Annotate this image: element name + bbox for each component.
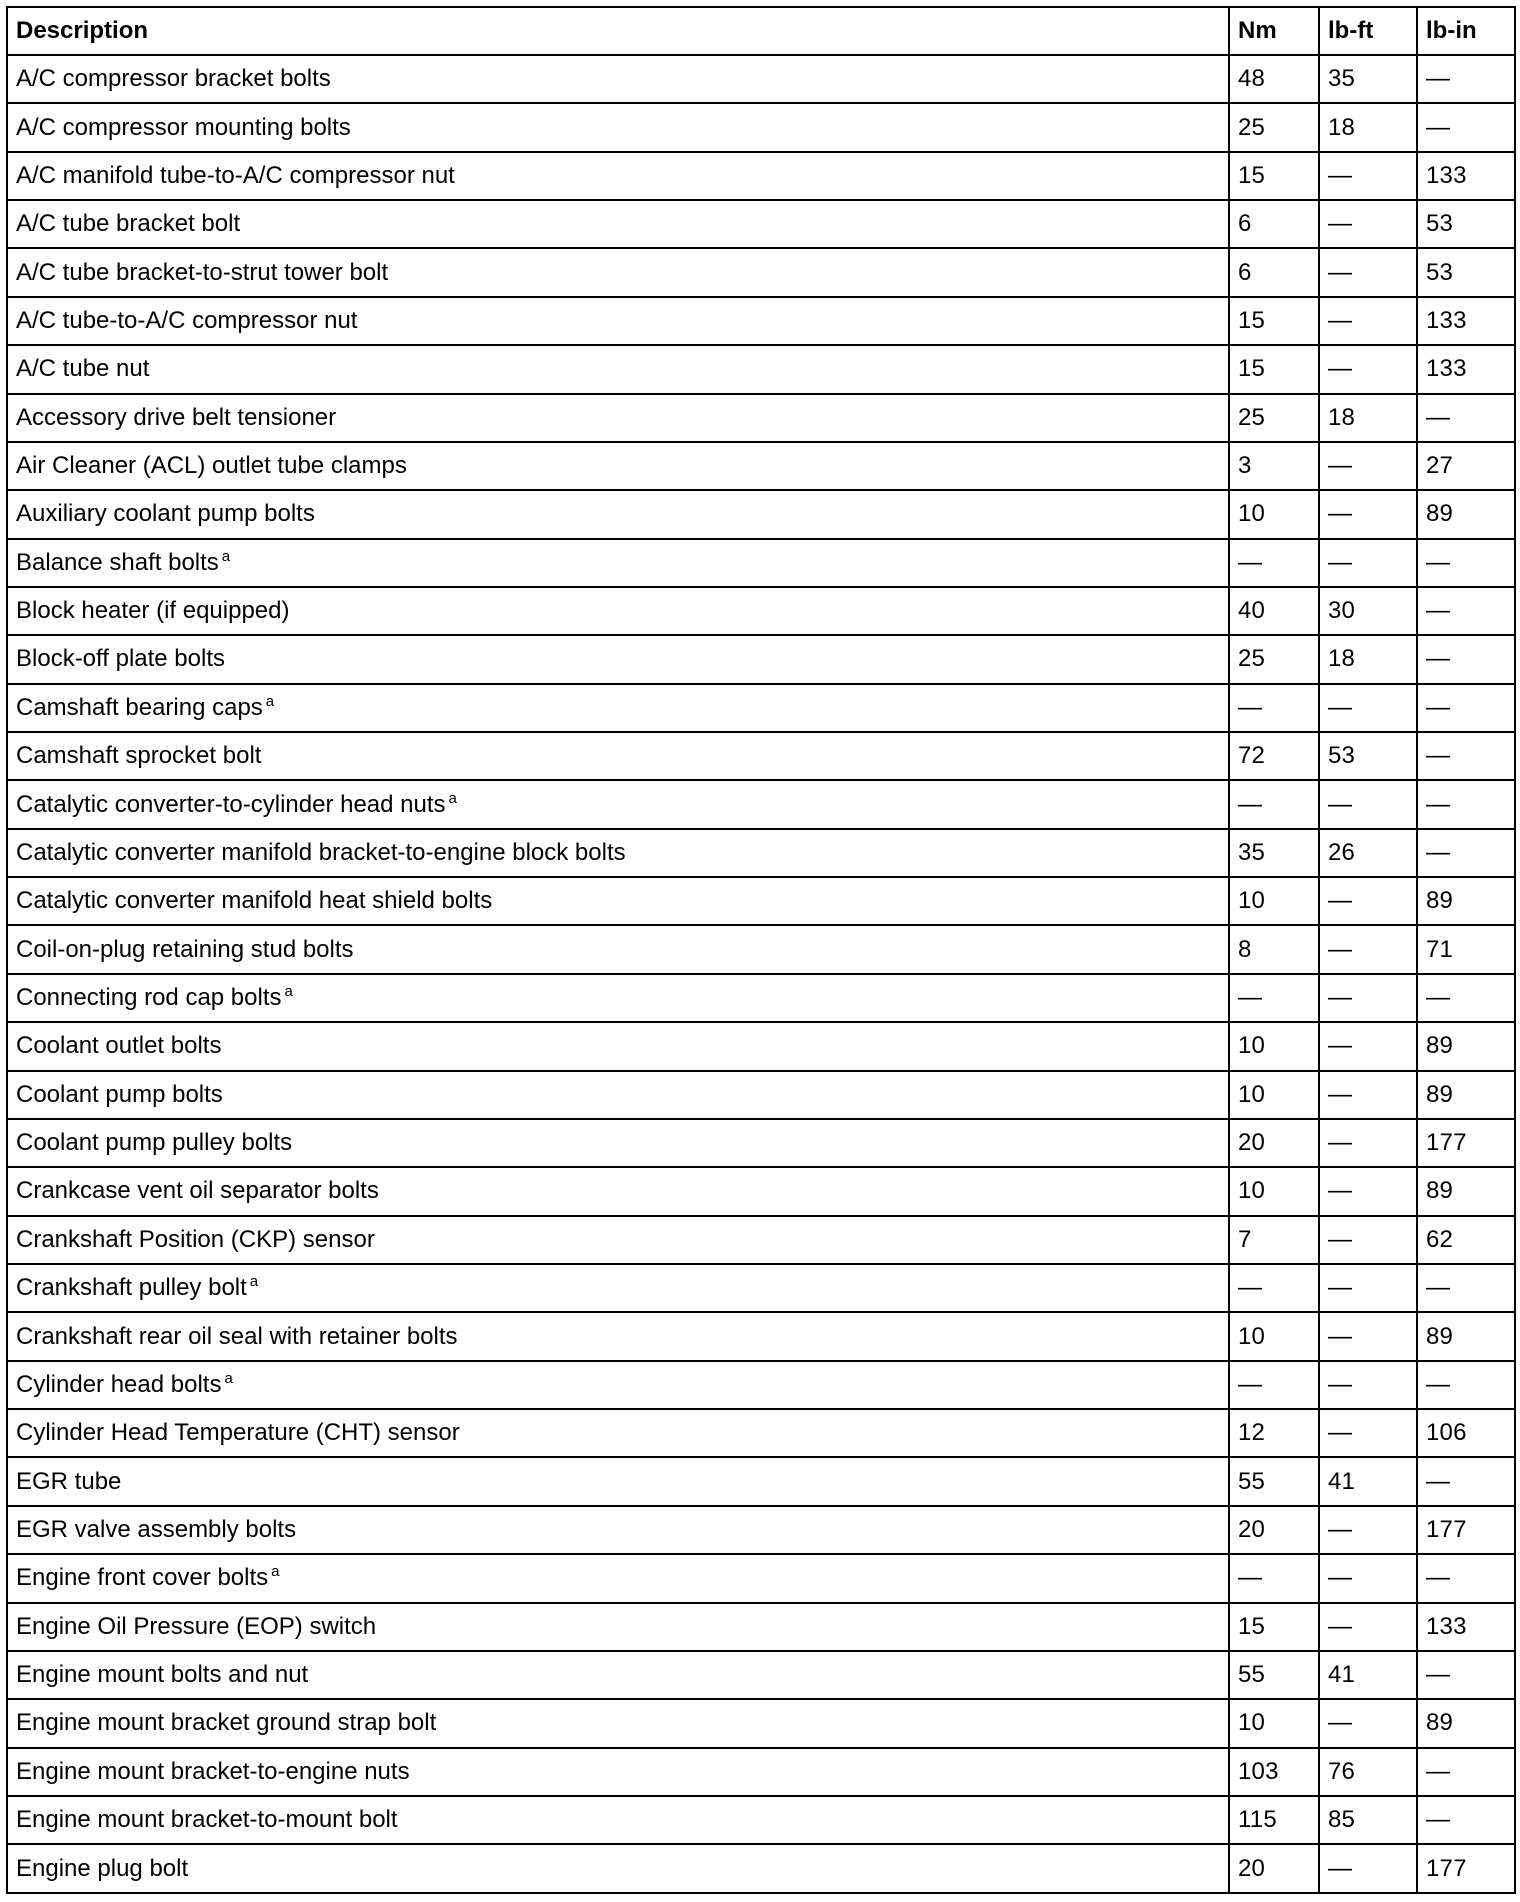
cell-description [7, 1022, 1229, 1070]
description-text: Balance shaft bolts [16, 548, 219, 576]
cell-lbft: — [1319, 1071, 1417, 1119]
footnote-marker: a [271, 1563, 280, 1581]
description-text: Crankshaft rear oil seal with retainer bolts [16, 1322, 458, 1350]
description-text: Connecting rod cap bolts [16, 984, 282, 1011]
cell-lbft: — [1319, 1361, 1417, 1409]
table-row [7, 1119, 1515, 1167]
cell-lbft: — [1319, 1699, 1417, 1747]
cell-lbft: — [1319, 539, 1417, 587]
table-row [7, 55, 1515, 103]
cell-description [7, 587, 1229, 635]
cell-lbft: 41 [1319, 1457, 1417, 1505]
cell-nm: 40 [1229, 587, 1319, 635]
cell-description [7, 1699, 1229, 1747]
cell-lbft: — [1319, 877, 1417, 925]
description-text: Cylinder head bolts [16, 1370, 222, 1398]
cell-description [7, 1457, 1229, 1505]
description-text: EGR tube [16, 1467, 122, 1495]
cell-description [7, 684, 1229, 732]
description-text: Catalytic converter manifold bracket-to-engine block bolts [16, 838, 626, 866]
cell-lbin: — [1417, 1264, 1515, 1312]
cell-lbft: — [1319, 1844, 1417, 1893]
table-row [7, 1264, 1515, 1312]
cell-lbin: — [1417, 587, 1515, 635]
cell-description [7, 1312, 1229, 1360]
description-text: Engine plug bolt [16, 1854, 189, 1882]
cell-lbin: 106 [1417, 1409, 1515, 1457]
table-row [7, 442, 1515, 490]
cell-lbin: — [1417, 1651, 1515, 1699]
description-text: Block-off plate bolts [16, 645, 226, 673]
cell-description [7, 974, 1229, 1022]
cell-lbft: — [1319, 1167, 1417, 1215]
cell-description [7, 1748, 1229, 1796]
cell-lbin: — [1417, 103, 1515, 151]
cell-lbft: — [1319, 200, 1417, 248]
table-row [7, 490, 1515, 538]
cell-lbin: 177 [1417, 1506, 1515, 1554]
description-text: A/C tube bracket bolt [16, 210, 241, 238]
cell-lbin: — [1417, 684, 1515, 732]
cell-lbft: — [1319, 1119, 1417, 1167]
cell-nm: — [1229, 684, 1319, 732]
header-row [7, 7, 1515, 55]
cell-nm: 48 [1229, 55, 1319, 103]
footnote-marker: a [284, 983, 293, 1000]
cell-lbin: 177 [1417, 1844, 1515, 1893]
cell-lbft: — [1319, 490, 1417, 538]
cell-lbin: — [1417, 974, 1515, 1022]
cell-lbin: 89 [1417, 1071, 1515, 1119]
cell-description [7, 1264, 1229, 1312]
cell-lbft: 30 [1319, 587, 1417, 635]
cell-nm: 7 [1229, 1216, 1319, 1264]
table-row [7, 780, 1515, 828]
cell-nm: 6 [1229, 200, 1319, 248]
description-text: A/C tube-to-A/C compressor nut [16, 306, 358, 334]
cell-lbin: 133 [1417, 152, 1515, 200]
header-description: Description [7, 7, 1229, 55]
cell-nm: 6 [1229, 248, 1319, 296]
table-row [7, 1361, 1515, 1409]
cell-lbin: 133 [1417, 1603, 1515, 1651]
description-text: A/C compressor bracket bolts [16, 65, 331, 93]
table-row [7, 829, 1515, 877]
cell-nm: 103 [1229, 1748, 1319, 1796]
cell-lbft: — [1319, 1603, 1417, 1651]
cell-description [7, 55, 1229, 103]
description-text: Crankshaft Position (CKP) sensor [16, 1225, 375, 1253]
cell-lbin: — [1417, 1361, 1515, 1409]
cell-lbft: — [1319, 345, 1417, 393]
cell-nm: — [1229, 1554, 1319, 1602]
cell-lbin: — [1417, 394, 1515, 442]
description-text: Coolant outlet bolts [16, 1032, 222, 1060]
description-text: Cylinder Head Temperature (CHT) sensor [16, 1419, 460, 1447]
table-row [7, 1651, 1515, 1699]
cell-nm: — [1229, 1361, 1319, 1409]
cell-nm: 3 [1229, 442, 1319, 490]
description-text: Auxiliary coolant pump bolts [16, 500, 315, 528]
cell-nm: 8 [1229, 925, 1319, 973]
cell-description [7, 1603, 1229, 1651]
cell-lbin: 27 [1417, 442, 1515, 490]
cell-nm: 15 [1229, 297, 1319, 345]
table-body [7, 55, 1515, 1893]
cell-lbin: — [1417, 1796, 1515, 1844]
cell-lbin: 133 [1417, 345, 1515, 393]
description-text: Engine mount bolts and nut [16, 1661, 309, 1689]
table-row [7, 1409, 1515, 1457]
cell-lbin: 71 [1417, 925, 1515, 973]
cell-description [7, 248, 1229, 296]
footnote-marker: a [448, 789, 457, 807]
description-text: A/C tube bracket-to-strut tower bolt [16, 258, 389, 286]
description-text: A/C manifold tube-to-A/C compressor nut [16, 161, 455, 189]
cell-lbft: — [1319, 297, 1417, 345]
table-row [7, 925, 1515, 973]
cell-lbin: 89 [1417, 1022, 1515, 1070]
cell-lbin: — [1417, 1457, 1515, 1505]
cell-nm: 25 [1229, 394, 1319, 442]
cell-nm: 55 [1229, 1457, 1319, 1505]
table-row [7, 1506, 1515, 1554]
table-row [7, 1748, 1515, 1796]
table-row [7, 1554, 1515, 1602]
cell-lbin: 53 [1417, 248, 1515, 296]
description-text: Coil-on-plug retaining stud bolts [16, 935, 354, 963]
footnote-marker: a [221, 547, 231, 565]
table-row [7, 684, 1515, 732]
description-text: Camshaft bearing caps [16, 693, 263, 721]
cell-description [7, 394, 1229, 442]
description-text: Engine mount bracket-to-engine nuts [16, 1757, 410, 1785]
cell-nm: 15 [1229, 345, 1319, 393]
table-row [7, 974, 1515, 1022]
table-row [7, 1167, 1515, 1215]
cell-nm: 15 [1229, 152, 1319, 200]
cell-nm: 10 [1229, 877, 1319, 925]
table-row [7, 1699, 1515, 1747]
cell-description [7, 1554, 1229, 1602]
cell-description [7, 1409, 1229, 1457]
cell-lbin: 62 [1417, 1216, 1515, 1264]
description-text: Air Cleaner (ACL) outlet tube clamps [16, 452, 407, 480]
cell-description [7, 1071, 1229, 1119]
cell-nm: 25 [1229, 635, 1319, 683]
cell-lbin: 89 [1417, 877, 1515, 925]
cell-description [7, 1796, 1229, 1844]
cell-lbin: — [1417, 829, 1515, 877]
cell-lbft: — [1319, 1312, 1417, 1360]
cell-lbft: 18 [1319, 103, 1417, 151]
cell-lbft: — [1319, 1554, 1417, 1602]
cell-lbft: — [1319, 684, 1417, 732]
description-text: Accessory drive belt tensioner [16, 403, 337, 431]
cell-description [7, 1119, 1229, 1167]
cell-lbft: — [1319, 1409, 1417, 1457]
cell-lbin: 53 [1417, 200, 1515, 248]
cell-lbft: — [1319, 1022, 1417, 1070]
cell-lbin: 177 [1417, 1119, 1515, 1167]
cell-description [7, 829, 1229, 877]
cell-lbft: — [1319, 152, 1417, 200]
table-row [7, 297, 1515, 345]
cell-nm: 20 [1229, 1119, 1319, 1167]
description-text: Block heater (if equipped) [16, 597, 290, 625]
table-row [7, 732, 1515, 780]
cell-nm: 20 [1229, 1506, 1319, 1554]
cell-nm: — [1229, 974, 1319, 1022]
table-row [7, 1022, 1515, 1070]
cell-description [7, 1844, 1229, 1893]
table-row [7, 345, 1515, 393]
cell-description [7, 732, 1229, 780]
cell-lbin: — [1417, 55, 1515, 103]
cell-lbin: 89 [1417, 490, 1515, 538]
cell-description [7, 877, 1229, 925]
header-lbft: lb-ft [1319, 7, 1417, 55]
table-row [7, 539, 1515, 587]
cell-nm: 10 [1229, 1071, 1319, 1119]
table-row [7, 1071, 1515, 1119]
cell-lbft: 35 [1319, 55, 1417, 103]
cell-description [7, 200, 1229, 248]
table-row [7, 152, 1515, 200]
description-text: Camshaft sprocket bolt [16, 742, 262, 770]
cell-description [7, 1506, 1229, 1554]
cell-lbin: — [1417, 780, 1515, 828]
cell-lbin: 133 [1417, 297, 1515, 345]
cell-lbin: 89 [1417, 1699, 1515, 1747]
cell-lbft: 26 [1319, 829, 1417, 877]
description-text: A/C compressor mounting bolts [16, 113, 351, 141]
footnote-marker: a [265, 692, 275, 710]
cell-nm: 35 [1229, 829, 1319, 877]
description-text: EGR valve assembly bolts [16, 1515, 297, 1543]
description-text: Engine mount bracket ground strap bolt [16, 1709, 437, 1737]
cell-description [7, 1361, 1229, 1409]
cell-description [7, 297, 1229, 345]
description-text: A/C tube nut [16, 355, 150, 383]
torque-spec-table [6, 6, 1516, 1894]
cell-lbin: — [1417, 1748, 1515, 1796]
cell-lbft: — [1319, 1506, 1417, 1554]
cell-description [7, 442, 1229, 490]
cell-lbin: — [1417, 732, 1515, 780]
cell-description [7, 1216, 1229, 1264]
table-row [7, 103, 1515, 151]
description-text: Crankcase vent oil separator bolts [16, 1177, 379, 1205]
cell-nm: 25 [1229, 103, 1319, 151]
cell-nm: — [1229, 539, 1319, 587]
cell-lbft: — [1319, 1216, 1417, 1264]
cell-description [7, 103, 1229, 151]
cell-nm: 115 [1229, 1796, 1319, 1844]
cell-description [7, 635, 1229, 683]
cell-nm: 55 [1229, 1651, 1319, 1699]
table-row [7, 587, 1515, 635]
cell-lbft: — [1319, 925, 1417, 973]
cell-description [7, 1167, 1229, 1215]
cell-lbft: 41 [1319, 1651, 1417, 1699]
cell-lbft: — [1319, 780, 1417, 828]
table-row [7, 1457, 1515, 1505]
cell-description [7, 345, 1229, 393]
cell-lbin: — [1417, 635, 1515, 683]
table-row [7, 1796, 1515, 1844]
cell-nm: 10 [1229, 1167, 1319, 1215]
table-row [7, 200, 1515, 248]
cell-nm: 15 [1229, 1603, 1319, 1651]
description-text: Catalytic converter manifold heat shield bolts [16, 887, 493, 915]
cell-lbin: 89 [1417, 1167, 1515, 1215]
footnote-marker: a [224, 1369, 233, 1387]
cell-nm: 72 [1229, 732, 1319, 780]
cell-lbft: — [1319, 974, 1417, 1022]
cell-lbft: 18 [1319, 635, 1417, 683]
table-row [7, 1216, 1515, 1264]
footnote-marker: a [249, 1273, 259, 1291]
cell-lbft: — [1319, 442, 1417, 490]
description-text: Coolant pump pulley bolts [16, 1129, 293, 1157]
cell-nm: 20 [1229, 1844, 1319, 1893]
cell-description [7, 780, 1229, 828]
description-text: Engine Oil Pressure (EOP) switch [16, 1612, 377, 1640]
table-row [7, 1603, 1515, 1651]
cell-nm: 12 [1229, 1409, 1319, 1457]
table-row [7, 877, 1515, 925]
cell-description [7, 1651, 1229, 1699]
cell-description [7, 539, 1229, 587]
description-text: Coolant pump bolts [16, 1080, 223, 1108]
header-nm: Nm [1229, 7, 1319, 55]
description-text: Crankshaft pulley bolt [16, 1274, 247, 1302]
cell-nm: 10 [1229, 490, 1319, 538]
cell-lbft: 18 [1319, 394, 1417, 442]
table-row [7, 635, 1515, 683]
cell-lbin: — [1417, 1554, 1515, 1602]
description-text: Catalytic converter-to-cylinder head nuts [16, 790, 446, 818]
cell-lbin: — [1417, 539, 1515, 587]
cell-nm: 10 [1229, 1699, 1319, 1747]
table-row [7, 1844, 1515, 1893]
description-text: Engine front cover bolts [16, 1564, 269, 1592]
cell-nm: — [1229, 1264, 1319, 1312]
cell-description [7, 152, 1229, 200]
table-row [7, 248, 1515, 296]
cell-lbin: 89 [1417, 1312, 1515, 1360]
cell-lbft: — [1319, 248, 1417, 296]
cell-description [7, 925, 1229, 973]
cell-lbft: 76 [1319, 1748, 1417, 1796]
cell-nm: 10 [1229, 1312, 1319, 1360]
cell-nm: — [1229, 780, 1319, 828]
table-row [7, 1312, 1515, 1360]
cell-nm: 10 [1229, 1022, 1319, 1070]
cell-lbft: 85 [1319, 1796, 1417, 1844]
description-text: Engine mount bracket-to-mount bolt [16, 1806, 398, 1834]
cell-lbft: — [1319, 1264, 1417, 1312]
header-lbin: lb-in [1417, 7, 1515, 55]
table-row [7, 394, 1515, 442]
cell-description [7, 490, 1229, 538]
cell-lbft: 53 [1319, 732, 1417, 780]
